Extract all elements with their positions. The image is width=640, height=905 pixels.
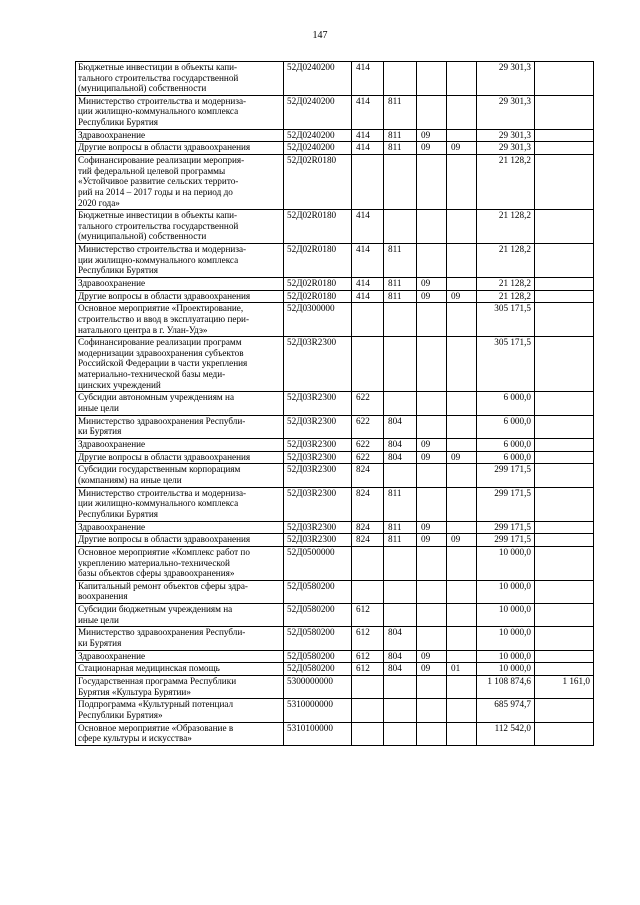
row-rz-cell: 811 [384,534,417,547]
row-pr-cell: 09 [417,438,447,451]
row-pr-cell: 09 [417,650,447,663]
row-name-cell: Субсидии бюджетным учреждениям на иные цели [76,604,284,627]
table-row [76,534,594,547]
row-sum-cell: 29 301,3 [477,62,535,96]
row-code-cell: 5310100000 [284,722,352,745]
row-sum-cell: 29 301,3 [477,129,535,142]
row-vr-cell [447,129,477,142]
row-vr-cell: 09 [447,534,477,547]
table-row [76,303,594,337]
row-rz-cell: 811 [384,244,417,278]
row-name-cell: Софинансирование реализации программ модернизации здравоохранения субъектов Российской Федерации в части укрепления материально-технической базы меди- цинских учреждений [76,337,284,392]
table-row [76,210,594,244]
row-grbs-cell: 414 [352,244,384,278]
row-vr-cell [447,580,477,603]
row-sum-cell: 6 000,0 [477,451,535,464]
row-vr-cell: 09 [447,451,477,464]
row-sum-cell: 21 128,2 [477,244,535,278]
row-sum-extra-cell [535,244,594,278]
row-code-cell: 52Д03R2300 [284,392,352,415]
row-vr-cell [447,95,477,129]
row-vr-cell [447,627,477,650]
row-sum-extra-cell [535,155,594,210]
row-vr-cell [447,722,477,745]
row-pr-cell [417,722,447,745]
row-sum-extra-cell [535,210,594,244]
row-name-cell: Другие вопросы в области здравоохранения [76,534,284,547]
row-pr-cell: 09 [417,290,447,303]
row-pr-cell: 09 [417,278,447,291]
row-vr-cell [447,699,477,722]
row-sum-extra-cell [535,487,594,521]
row-rz-cell: 804 [384,451,417,464]
row-name-cell: Софинансирование реализации мероприя- тий федеральной целевой программы «Устойчивое развитие сельских террито- рий на 2014 – 2017 годы и на период до 2020 года» [76,155,284,210]
row-sum-extra-cell [535,580,594,603]
row-sum-cell: 21 128,2 [477,210,535,244]
row-code-cell: 5300000000 [284,676,352,699]
table-row [76,464,594,487]
row-rz-cell: 804 [384,663,417,676]
row-name-cell: Другие вопросы в области здравоохранения [76,142,284,155]
table-row [76,722,594,745]
row-rz-cell [384,155,417,210]
row-vr-cell [447,415,477,438]
row-vr-cell [447,546,477,580]
row-code-cell: 52Д0240200 [284,95,352,129]
row-vr-cell [447,62,477,96]
row-code-cell: 52Д03R2300 [284,438,352,451]
row-vr-cell [447,392,477,415]
row-vr-cell [447,303,477,337]
table-row [76,580,594,603]
row-sum-extra-cell [535,337,594,392]
row-rz-cell: 811 [384,290,417,303]
row-vr-cell [447,521,477,534]
row-rz-cell: 811 [384,95,417,129]
row-rz-cell [384,392,417,415]
row-sum-extra-cell: 1 161,0 [535,676,594,699]
row-code-cell: 52Д0240200 [284,129,352,142]
row-grbs-cell [352,676,384,699]
row-vr-cell [447,438,477,451]
row-rz-cell [384,303,417,337]
row-pr-cell [417,244,447,278]
row-sum-extra-cell [535,415,594,438]
row-sum-cell: 299 171,5 [477,464,535,487]
row-pr-cell [417,604,447,627]
row-sum-extra-cell [535,604,594,627]
row-sum-extra-cell [535,62,594,96]
row-vr-cell [447,244,477,278]
row-grbs-cell: 612 [352,627,384,650]
row-code-cell: 52Д03R2300 [284,464,352,487]
row-sum-cell: 10 000,0 [477,546,535,580]
row-name-cell: Здравоохранение [76,650,284,663]
row-rz-cell: 811 [384,142,417,155]
row-code-cell: 52Д0580200 [284,663,352,676]
row-sum-extra-cell [535,464,594,487]
row-grbs-cell [352,699,384,722]
row-sum-cell: 10 000,0 [477,663,535,676]
row-pr-cell [417,699,447,722]
table-row [76,290,594,303]
row-pr-cell [417,337,447,392]
row-sum-cell: 29 301,3 [477,142,535,155]
row-sum-cell: 112 542,0 [477,722,535,745]
row-name-cell: Министерство здравоохранения Республи- ки Бурятия [76,415,284,438]
row-rz-cell [384,546,417,580]
row-pr-cell [417,464,447,487]
table-row [76,62,594,96]
row-sum-cell: 305 171,5 [477,303,535,337]
row-sum-cell: 299 171,5 [477,534,535,547]
table-body [76,62,594,746]
row-rz-cell: 811 [384,487,417,521]
row-name-cell: Министерство строительства и модерниза- ции жилищно-коммунального комплекса Республики Бурятия [76,244,284,278]
row-grbs-cell: 622 [352,451,384,464]
row-pr-cell [417,155,447,210]
row-vr-cell [447,464,477,487]
table-row [76,521,594,534]
row-grbs-cell: 824 [352,534,384,547]
row-name-cell: Основное мероприятие «Образование в сфере культуры и искусства» [76,722,284,745]
row-sum-extra-cell [535,663,594,676]
row-sum-extra-cell [535,722,594,745]
row-pr-cell [417,676,447,699]
row-vr-cell [447,278,477,291]
row-pr-cell: 09 [417,129,447,142]
row-name-cell: Субсидии государственным корпорациям (компаниям) на иные цели [76,464,284,487]
row-sum-extra-cell [535,290,594,303]
row-grbs-cell: 414 [352,210,384,244]
table-row [76,604,594,627]
row-grbs-cell [352,303,384,337]
row-sum-cell: 299 171,5 [477,487,535,521]
row-sum-extra-cell [535,534,594,547]
table-row [76,337,594,392]
row-vr-cell: 09 [447,290,477,303]
row-sum-cell: 10 000,0 [477,627,535,650]
table-row [76,663,594,676]
row-sum-extra-cell [535,438,594,451]
row-grbs-cell: 414 [352,142,384,155]
row-rz-cell: 804 [384,415,417,438]
row-code-cell: 52Д02R0180 [284,278,352,291]
row-grbs-cell: 622 [352,392,384,415]
row-code-cell: 52Д02R0180 [284,290,352,303]
row-rz-cell: 811 [384,521,417,534]
table-row [76,699,594,722]
row-rz-cell: 804 [384,627,417,650]
row-grbs-cell [352,546,384,580]
row-grbs-cell: 612 [352,663,384,676]
row-pr-cell [417,415,447,438]
row-name-cell: Министерство строительства и модерниза- ции жилищно-коммунального комплекса Республики Бурятия [76,95,284,129]
row-sum-cell: 10 000,0 [477,604,535,627]
row-rz-cell [384,580,417,603]
table-row [76,129,594,142]
table-row [76,155,594,210]
row-code-cell: 52Д03R2300 [284,415,352,438]
row-sum-cell: 21 128,2 [477,155,535,210]
row-name-cell: Основное мероприятие «Комплекс работ по укреплению материально-технической базы объектов сферы здравоохранения» [76,546,284,580]
table-row [76,142,594,155]
row-rz-cell [384,62,417,96]
row-pr-cell: 09 [417,142,447,155]
row-name-cell: Бюджетные инвестиции в объекты капи- тального строительства государственной (муниципальной) собственности [76,210,284,244]
row-grbs-cell [352,155,384,210]
row-name-cell: Здравоохранение [76,438,284,451]
row-grbs-cell: 414 [352,62,384,96]
row-name-cell: Здравоохранение [76,521,284,534]
row-sum-cell: 21 128,2 [477,290,535,303]
row-sum-extra-cell [535,129,594,142]
row-grbs-cell: 824 [352,521,384,534]
row-vr-cell: 09 [447,142,477,155]
row-vr-cell [447,337,477,392]
row-grbs-cell: 414 [352,278,384,291]
row-code-cell: 52Д02R0180 [284,155,352,210]
row-code-cell: 52Д03R2300 [284,534,352,547]
row-code-cell: 52Д0580200 [284,604,352,627]
row-name-cell: Стационарная медицинская помощь [76,663,284,676]
row-code-cell: 52Д0580200 [284,580,352,603]
row-rz-cell: 811 [384,278,417,291]
row-name-cell: Подпрограмма «Культурный потенциал Республики Бурятия» [76,699,284,722]
row-code-cell: 52Д0300000 [284,303,352,337]
row-grbs-cell [352,580,384,603]
row-pr-cell [417,546,447,580]
row-code-cell: 52Д0240200 [284,62,352,96]
row-code-cell: 52Д03R2300 [284,521,352,534]
row-sum-extra-cell [535,278,594,291]
row-name-cell: Здравоохранение [76,129,284,142]
row-grbs-cell: 824 [352,487,384,521]
table-row [76,438,594,451]
row-sum-extra-cell [535,303,594,337]
row-vr-cell [447,604,477,627]
row-name-cell: Здравоохранение [76,278,284,291]
row-sum-extra-cell [535,142,594,155]
row-pr-cell [417,487,447,521]
row-rz-cell [384,604,417,627]
row-sum-extra-cell [535,451,594,464]
row-code-cell: 52Д0580200 [284,650,352,663]
row-code-cell: 52Д0240200 [284,142,352,155]
row-name-cell: Субсидии автономным учреждениям на иные цели [76,392,284,415]
row-grbs-cell: 414 [352,129,384,142]
row-name-cell: Другие вопросы в области здравоохранения [76,451,284,464]
table-row [76,676,594,699]
row-sum-extra-cell [535,392,594,415]
row-rz-cell [384,722,417,745]
row-code-cell: 52Д02R0180 [284,210,352,244]
row-sum-cell: 6 000,0 [477,438,535,451]
row-rz-cell [384,210,417,244]
table-row [76,415,594,438]
row-grbs-cell [352,722,384,745]
row-rz-cell: 811 [384,129,417,142]
row-sum-cell: 6 000,0 [477,415,535,438]
row-grbs-cell: 414 [352,95,384,129]
row-vr-cell: 01 [447,663,477,676]
row-pr-cell [417,627,447,650]
row-rz-cell: 804 [384,438,417,451]
budget-table [75,61,594,746]
row-sum-extra-cell [535,521,594,534]
row-sum-extra-cell [535,699,594,722]
row-grbs-cell: 612 [352,650,384,663]
row-pr-cell [417,95,447,129]
table-row [76,627,594,650]
row-name-cell: Государственная программа Республики Бурятия «Культура Бурятии» [76,676,284,699]
row-pr-cell: 09 [417,521,447,534]
row-name-cell: Министерство здравоохранения Республи- ки Бурятия [76,627,284,650]
row-name-cell: Другие вопросы в области здравоохранения [76,290,284,303]
row-sum-extra-cell [535,546,594,580]
row-sum-cell: 6 000,0 [477,392,535,415]
row-grbs-cell [352,337,384,392]
row-vr-cell [447,487,477,521]
row-pr-cell [417,392,447,415]
row-code-cell: 52Д03R2300 [284,487,352,521]
row-code-cell: 52Д03R2300 [284,451,352,464]
row-sum-extra-cell [535,650,594,663]
row-rz-cell [384,464,417,487]
row-sum-cell: 10 000,0 [477,650,535,663]
row-grbs-cell: 414 [352,290,384,303]
table-row [76,95,594,129]
row-sum-cell: 10 000,0 [477,580,535,603]
row-sum-extra-cell [535,95,594,129]
table-row [76,546,594,580]
row-pr-cell [417,62,447,96]
row-rz-cell [384,676,417,699]
row-sum-cell: 299 171,5 [477,521,535,534]
row-pr-cell [417,303,447,337]
row-sum-cell: 685 974,7 [477,699,535,722]
row-code-cell: 52Д0580200 [284,627,352,650]
row-name-cell: Бюджетные инвестиции в объекты капи- тального строительства государственной (муниципальной) собственности [76,62,284,96]
row-rz-cell [384,699,417,722]
row-grbs-cell: 622 [352,438,384,451]
row-pr-cell [417,210,447,244]
row-rz-cell: 804 [384,650,417,663]
row-code-cell: 52Д0500000 [284,546,352,580]
row-sum-extra-cell [535,627,594,650]
table-row [76,278,594,291]
row-pr-cell: 09 [417,663,447,676]
row-name-cell: Капитальный ремонт объектов сферы здра- воохранения [76,580,284,603]
table-row [76,487,594,521]
row-pr-cell: 09 [417,451,447,464]
row-name-cell: Министерство строительства и модерниза- ции жилищно-коммунального комплекса Республики Бурятия [76,487,284,521]
row-grbs-cell: 622 [352,415,384,438]
row-sum-cell: 29 301,3 [477,95,535,129]
row-pr-cell [417,580,447,603]
row-sum-cell: 305 171,5 [477,337,535,392]
row-pr-cell: 09 [417,534,447,547]
table-row [76,392,594,415]
row-code-cell: 52Д02R0180 [284,244,352,278]
row-sum-cell: 21 128,2 [477,278,535,291]
table-row [76,650,594,663]
row-code-cell: 52Д03R2300 [284,337,352,392]
row-vr-cell [447,210,477,244]
row-vr-cell [447,155,477,210]
row-name-cell: Основное мероприятие «Проектирование, строительство и ввод в эксплуатацию пери- натального центра в г. Улан-Удэ» [76,303,284,337]
row-vr-cell [447,650,477,663]
row-vr-cell [447,676,477,699]
table-row [76,244,594,278]
table-row [76,451,594,464]
row-rz-cell [384,337,417,392]
row-code-cell: 5310000000 [284,699,352,722]
row-grbs-cell: 612 [352,604,384,627]
page-number: 147 [312,30,328,41]
row-grbs-cell: 824 [352,464,384,487]
row-sum-cell: 1 108 874,6 [477,676,535,699]
